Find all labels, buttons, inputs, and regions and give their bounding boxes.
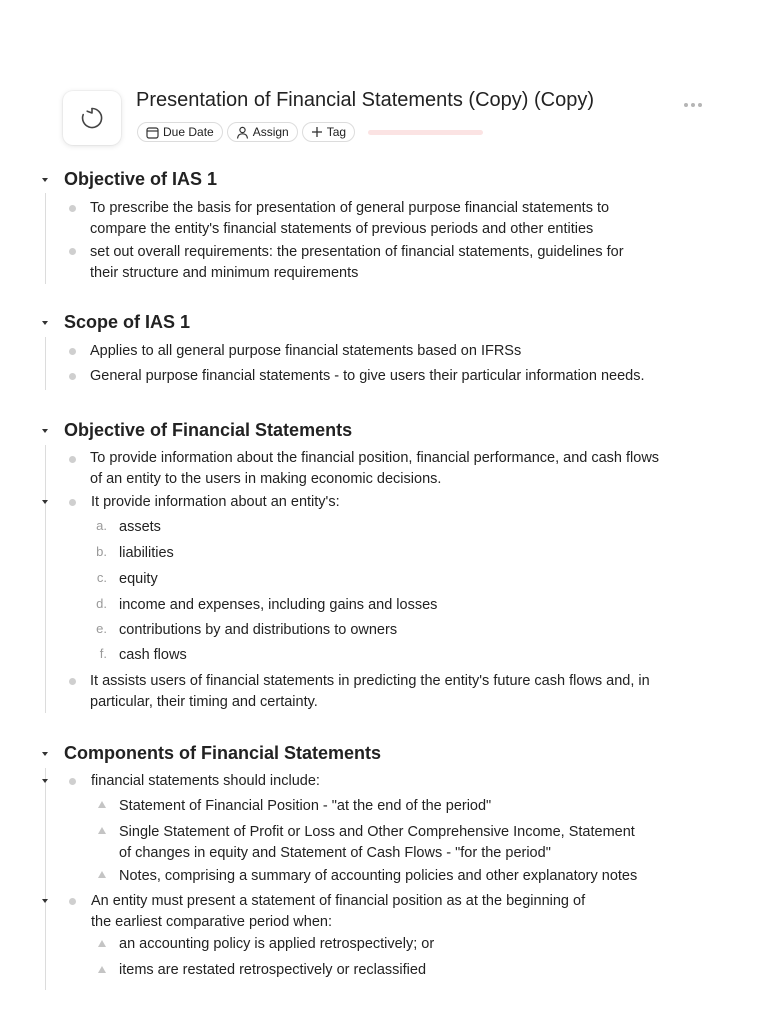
bullet-icon [69,499,76,506]
list-item-line[interactable]: An entity must present a statement of financial position as at the beginning of [91,893,586,909]
triangle-bullet-icon [98,827,106,834]
list-item-line[interactable]: To provide information about the financial position, financial performance, and cash flows [90,450,660,466]
bullet-icon [69,248,76,255]
bullet-icon [69,348,76,355]
assign-button[interactable] [227,122,298,142]
list-item-line[interactable]: It assists users of financial statements in predicting the entity's future cash flows and, in [90,673,650,689]
due-date-label: Due Date [163,125,214,139]
triangle-bullet-icon [98,871,106,878]
sublist-item[interactable]: assets [119,519,161,535]
bullet-icon [69,778,76,785]
sublist-item[interactable]: an accounting policy is applied retrospectively; or [119,936,435,952]
list-item[interactable]: General purpose financial statements - to give users their particular information needs. [90,368,645,384]
section-heading[interactable]: Scope of IAS 1 [64,312,191,332]
progress-bar [368,130,483,135]
bullet-icon [69,898,76,905]
plus-icon [311,126,323,138]
list-marker: e. [96,621,107,636]
page-title[interactable]: Presentation of Financial Statements (Copy) (Copy) [136,89,594,111]
list-marker: f. [99,646,107,661]
list-marker: a. [96,518,107,533]
collapse-caret-icon[interactable] [41,177,49,183]
calendar-icon [146,126,159,139]
section-rail [45,337,46,390]
tag-button[interactable] [302,122,355,142]
triangle-bullet-icon [98,940,106,947]
section-rail [45,445,46,713]
collapse-caret-icon[interactable] [41,751,49,757]
sublist-item[interactable]: Notes, comprising a summary of accounting policies and other explanatory notes [119,868,638,884]
list-item-line[interactable]: their structure and minimum requirements [90,265,359,281]
loading-circle-icon [80,106,104,130]
document-icon-tile[interactable] [63,91,121,145]
task-toolbar [137,122,483,142]
sublist-item[interactable]: equity [119,571,158,587]
list-item-line[interactable]: compare the entity's financial statements of previous periods and other entities [90,221,594,237]
collapse-caret-icon[interactable] [41,778,49,784]
list-item[interactable]: It provide information about an entity's: [91,494,340,510]
list-item[interactable]: financial statements should include: [91,773,320,789]
bullet-icon [69,373,76,380]
user-icon [236,126,249,139]
sublist-item[interactable]: Statement of Financial Position - "at the end of the period" [119,798,492,814]
sublist-item[interactable]: cash flows [119,647,187,663]
more-horizontal-icon[interactable] [682,100,704,110]
list-item-line[interactable]: set out overall requirements: the presentation of financial statements, guidelines for [90,244,624,260]
tag-label: Tag [326,125,347,139]
triangle-bullet-icon [98,966,106,973]
collapse-caret-icon[interactable] [41,428,49,434]
sublist-item-line[interactable]: Single Statement of Profit or Loss and Other Comprehensive Income, Statement [119,824,635,840]
list-marker: c. [96,570,107,585]
bullet-icon [69,456,76,463]
sublist-item[interactable]: items are restated retrospectively or reclassified [119,962,427,978]
list-item-line[interactable]: of an entity to the users in making economic decisions. [90,471,442,487]
triangle-bullet-icon [98,801,106,808]
section-rail [45,193,46,284]
list-item-line[interactable]: particular, their timing and certainty. [90,694,318,710]
assign-label: Assign [252,125,289,139]
section-heading[interactable]: Objective of Financial Statements [64,420,353,440]
sublist-item[interactable]: liabilities [119,545,174,561]
sublist-item[interactable]: income and expenses, including gains and losses [119,597,438,613]
list-item-line[interactable]: the earliest comparative period when: [91,914,332,930]
collapse-caret-icon[interactable] [41,320,49,326]
bullet-icon [69,678,76,685]
list-marker: b. [96,544,107,559]
section-heading[interactable]: Components of Financial Statements [64,743,382,763]
due-date-button[interactable] [137,122,223,142]
sublist-item[interactable]: contributions by and distributions to owners [119,622,398,638]
section-rail [45,768,46,990]
bullet-icon [69,205,76,212]
collapse-caret-icon[interactable] [41,898,49,904]
list-marker: d. [96,596,107,611]
sublist-item-line[interactable]: of changes in equity and Statement of Cash Flows - "for the period" [119,845,551,861]
section-heading[interactable]: Objective of IAS 1 [64,169,218,189]
list-item[interactable]: Applies to all general purpose financial statements based on IFRSs [90,343,522,359]
collapse-caret-icon[interactable] [41,499,49,505]
list-item-line[interactable]: To prescribe the basis for presentation of general purpose financial statements to [90,200,610,216]
